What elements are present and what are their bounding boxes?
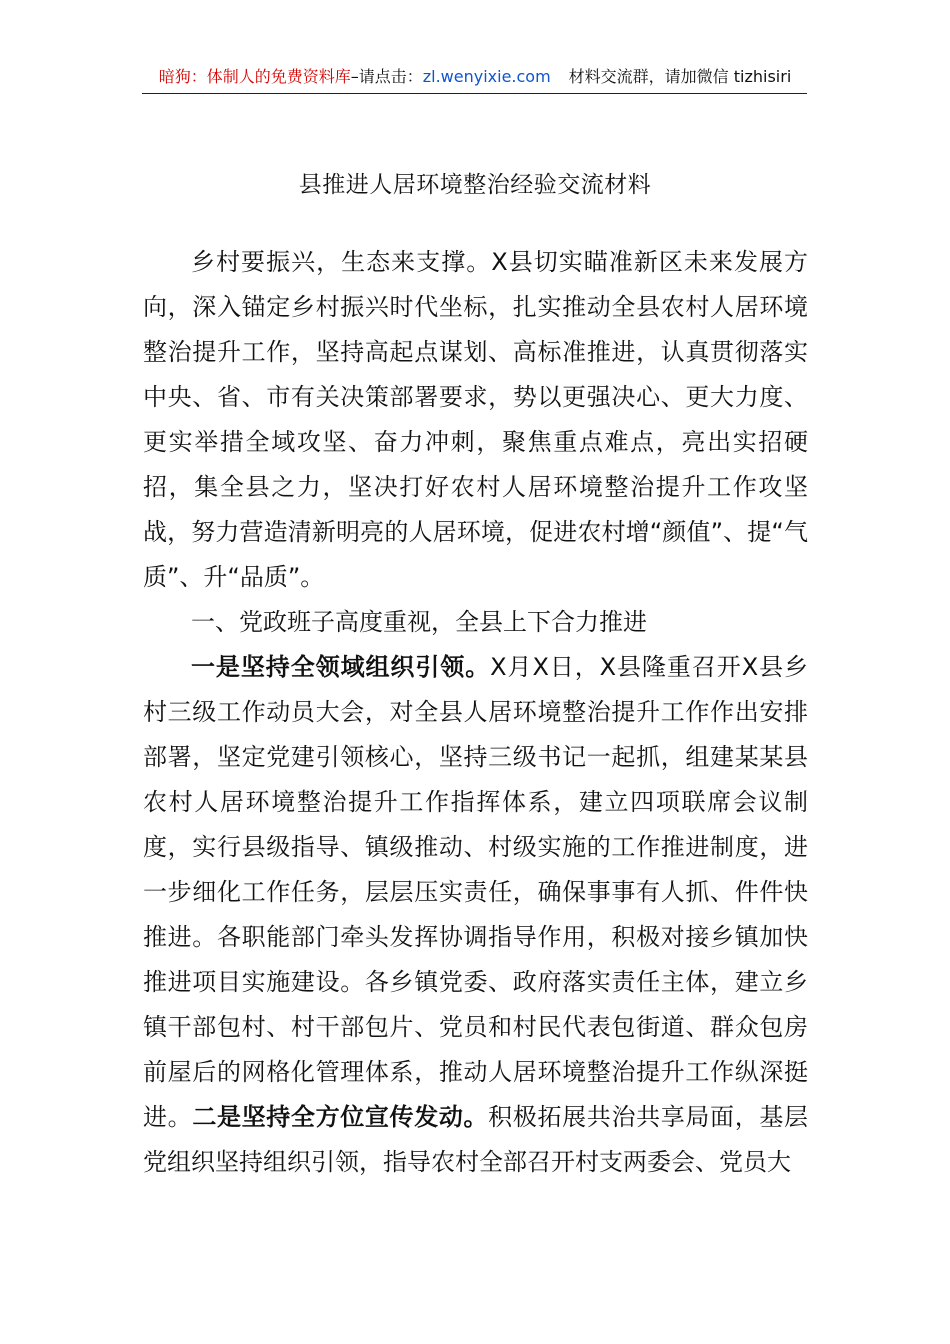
section-heading: 一、党政班子高度重视，全县上下合力推进 bbox=[191, 608, 647, 636]
header-url-link[interactable]: zl.wenyixie.com bbox=[422, 67, 551, 86]
point-1-title: 一是坚持全领域组织引领。 bbox=[191, 653, 491, 681]
point-1-text: X月X日，X县隆重召开X县乡村三级工作动员大会，对全县人居环境整治提升工作作出安排部署，坚定党建引领核心，坚持三级书记一起抓，组建某某县农村人居环境整治提升工作指挥体系，建立四项联席会议制度，实行县级指导、镇级推动、村级实施的工作推进制度，进一步细化工作任务，层层压实责任，确保事事有人抓、件件快推进。各职能部门牵头发挥协调指导作用，积极对接乡镇加快推进项目实施建设。各乡镇党委、政府落实责任主体，建立乡镇干部包村、村干部包片、党员和村民代表包街道、群众包房前屋后的网格化管理体系，推动人居环境整治提升工作纵深挺进。 bbox=[143, 653, 809, 1131]
section-paragraph bbox=[143, 645, 808, 1185]
point-2-title: 二是坚持全方位宣传发动。 bbox=[192, 1103, 489, 1131]
header-divider bbox=[142, 93, 807, 94]
point-2-text: 积极拓展共治共享局面，基层党组织坚持组织引领，指导农村全部召开村支两委会、党员大 bbox=[143, 1103, 809, 1176]
page-header bbox=[0, 66, 950, 88]
header-brand: 暗狗：体制人的免费资料库 bbox=[158, 67, 351, 86]
document-body bbox=[143, 240, 808, 1185]
header-group-text: 材料交流群，请加微信 tizhisiri bbox=[568, 67, 792, 86]
document-title: 县推进人居环境整治经验交流材料 bbox=[298, 172, 652, 198]
intro-paragraph: 乡村要振兴，生态来支撑。X县切实瞄准新区未来发展方向，深入锚定乡村振兴时代坐标，扎实推动全县农村人居环境整治提升工作，坚持高起点谋划、高标准推进，认真贯彻落实中央、省、市有关决策部署要求，势以更强决心、更大力度、更实举措全域攻坚、奋力冲刺，聚焦重点难点，亮出实招硬招，集全县之力，坚决打好农村人居环境整治提升工作攻坚战，努力营造清新明亮的人居环境，促进农村增“颜值”、提“气质”、升“品质”。 bbox=[143, 248, 808, 591]
header-click-prefix: –请点击： bbox=[350, 67, 423, 86]
